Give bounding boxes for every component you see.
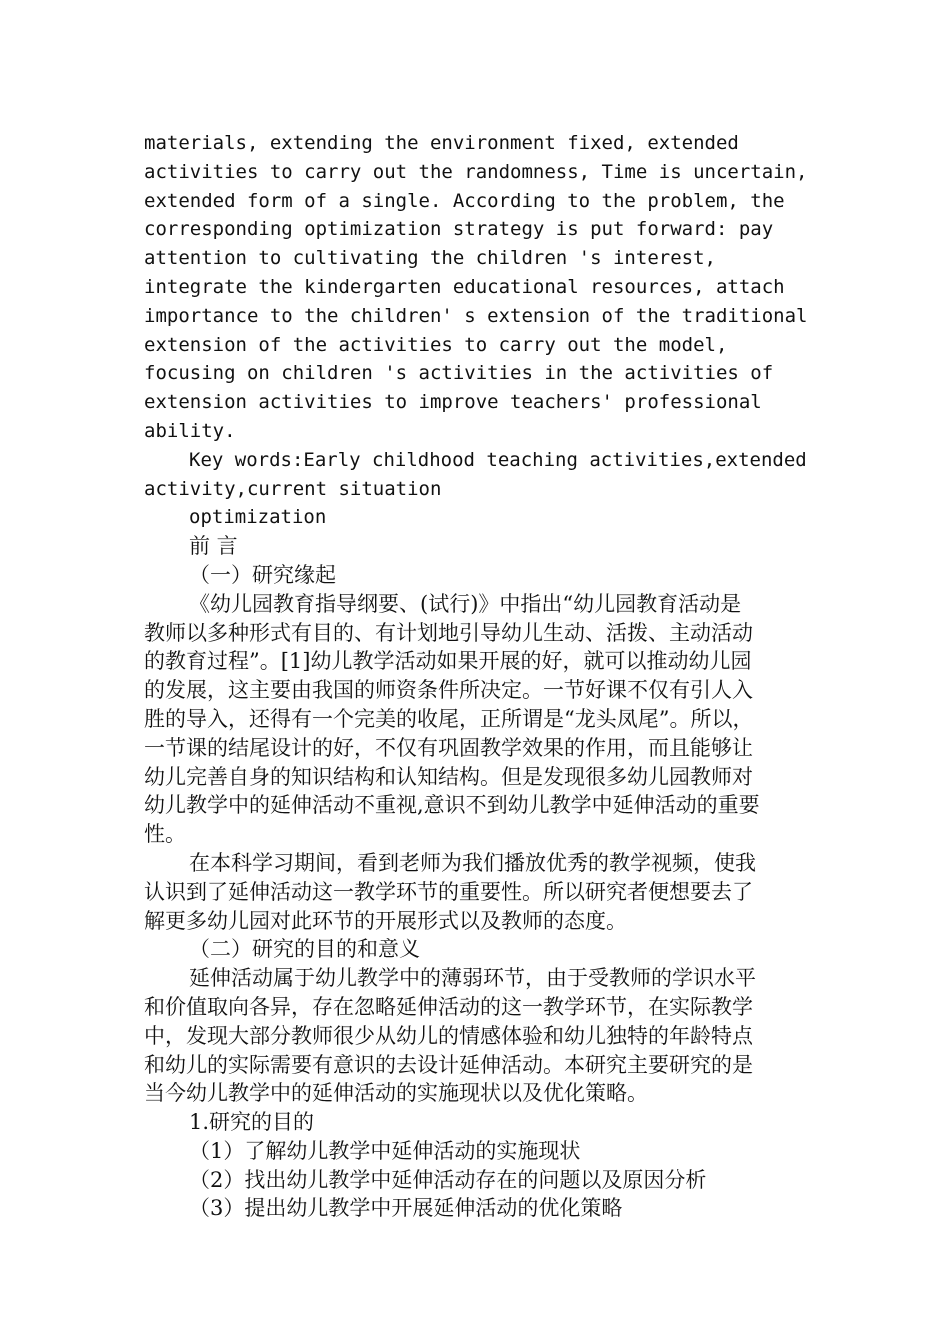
paragraph-line: 当今幼儿教学中的延伸活动的实施现状以及优化策略。 bbox=[144, 1081, 648, 1106]
paragraph-line: 解更多幼儿园对此环节的开展形式以及教师的态度。 bbox=[144, 908, 627, 933]
section-heading: （二）研究的目的和意义 bbox=[189, 937, 420, 962]
list-item: （3）提出幼儿教学中开展延伸活动的优化策略 bbox=[189, 1196, 623, 1221]
abstract-line: ability. bbox=[144, 419, 236, 442]
keywords-line: activity,current situation bbox=[144, 477, 442, 500]
paragraph-line: 和价值取向各异，存在忽略延伸活动的这一教学环节，在实际教学 bbox=[144, 994, 753, 1019]
section-heading: （一）研究缘起 bbox=[189, 562, 336, 587]
keywords bbox=[144, 446, 814, 532]
paragraph-line: 认识到了延伸活动这一教学环节的重要性。所以研究者便想要去了 bbox=[144, 879, 753, 904]
paragraph-line: 《幼儿园教育指导纲要、(试行)》中指出“幼儿园教育活动是 bbox=[189, 591, 742, 616]
list-item: （2）找出幼儿教学中延伸活动存在的问题以及原因分析 bbox=[189, 1167, 707, 1192]
abstract-line: extension of the activities to carry out the model, bbox=[144, 333, 728, 356]
abstract-line: activities to carry out the randomness, Time is uncertain, bbox=[144, 160, 808, 183]
keywords-line: optimization bbox=[189, 506, 327, 529]
abstract-english bbox=[144, 129, 814, 446]
abstract-line: focusing on children 's activities in the activities of bbox=[144, 362, 774, 385]
sub-heading: 1.研究的目的 bbox=[189, 1110, 315, 1135]
paragraph-line: 和幼儿的实际需要有意识的去设计延伸活动。本研究主要研究的是 bbox=[144, 1052, 753, 1077]
preface-title: 前 言 bbox=[189, 534, 238, 559]
paragraph-line: 性。 bbox=[144, 822, 186, 847]
paragraph-line: 胜的导入，还得有一个完美的收尾，正所谓是“龙头凤尾”。所以， bbox=[144, 706, 754, 731]
abstract-line: integrate the kindergarten educational resources, attach bbox=[144, 275, 785, 298]
abstract-line: extended form of a single. According to the problem, the bbox=[144, 189, 785, 212]
abstract-line: materials, extending the environment fixed, extended bbox=[144, 132, 739, 154]
paragraph-line: 幼儿教学中的延伸活动不重视,意识不到幼儿教学中延伸活动的重要 bbox=[144, 793, 760, 818]
abstract-line: importance to the children' s extension of the traditional bbox=[144, 304, 808, 327]
paragraph-line: 在本科学习期间，看到老师为我们播放优秀的教学视频，使我 bbox=[189, 850, 756, 875]
abstract-line: extension activities to improve teachers' professional bbox=[144, 391, 762, 414]
paragraph-line: 的教育过程”。[1]幼儿教学活动如果开展的好，就可以推动幼儿园 bbox=[144, 649, 752, 674]
list-item: （1）了解幼儿教学中延伸活动的实施现状 bbox=[189, 1138, 581, 1163]
page-content bbox=[144, 129, 814, 1223]
paragraph-line: 一节课的结尾设计的好，不仅有巩固教学效果的作用，而且能够让 bbox=[144, 735, 753, 760]
paragraph-line: 延伸活动属于幼儿教学中的薄弱环节，由于受教师的学识水平 bbox=[189, 966, 756, 991]
paragraph-line: 教师以多种形式有目的、有计划地引导幼儿生动、活拨、主动活动 bbox=[144, 620, 753, 645]
paragraph-line: 中，发现大部分教师很少从幼儿的情感体验和幼儿独特的年龄特点 bbox=[144, 1023, 753, 1048]
keywords-line: Key words:Early childhood teaching activities,extended bbox=[189, 448, 807, 471]
section-research-origin bbox=[144, 561, 814, 935]
abstract-line: corresponding optimization strategy is put forward: pay bbox=[144, 218, 774, 241]
paragraph-line: 幼儿完善自身的知识结构和认知结构。但是发现很多幼儿园教师对 bbox=[144, 764, 753, 789]
section-purpose-significance bbox=[144, 935, 814, 1223]
paragraph-line: 的发展，这主要由我国的师资条件所决定。一节好课不仅有引人入 bbox=[144, 678, 753, 703]
abstract-line: attention to cultivating the children 's interest, bbox=[144, 247, 716, 270]
